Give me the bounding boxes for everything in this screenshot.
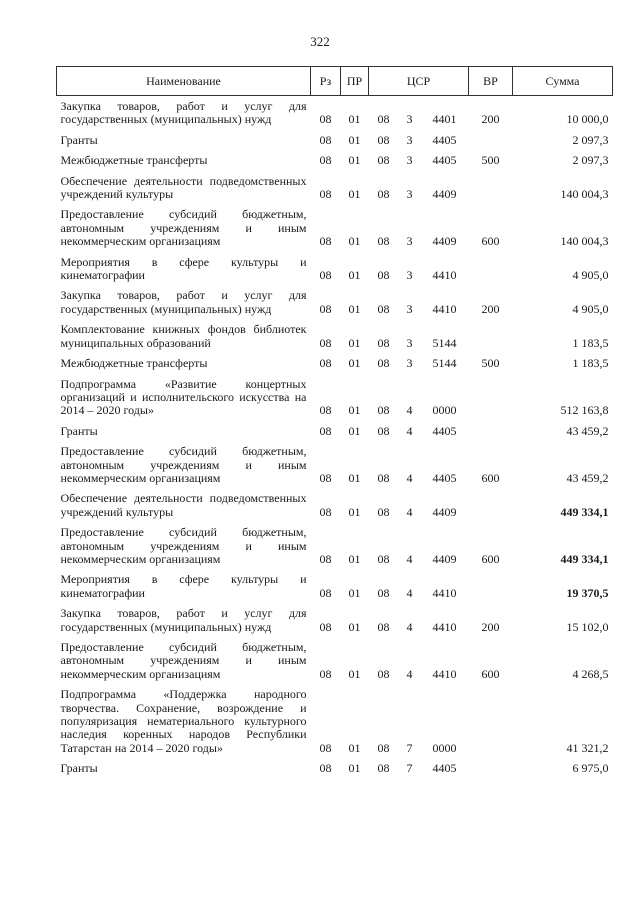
row-name-text: Гранты xyxy=(60,761,98,776)
row-sum: 2 097,3 xyxy=(572,132,609,147)
row-pr: 01 xyxy=(348,112,361,127)
row-vr: 600 xyxy=(481,666,500,681)
table-row xyxy=(57,374,613,421)
row-pr: 01 xyxy=(348,504,361,519)
row-name xyxy=(57,319,311,353)
row-rz: 08 xyxy=(319,504,332,519)
row-csr-code: 5144 xyxy=(432,335,457,350)
row-name xyxy=(57,130,311,150)
row-rz: 08 xyxy=(319,234,332,249)
row-vr xyxy=(469,130,513,150)
row-name xyxy=(57,684,311,758)
header-row xyxy=(57,67,613,96)
row-sum: 43 459,2 xyxy=(566,470,609,485)
table-row xyxy=(57,171,613,205)
row-name-text: Предоставление субсидий бюджетным, автономным учреждениям и иным некоммерческим организациям xyxy=(60,444,307,485)
row-csr-code: 4405 xyxy=(432,153,457,168)
row-name xyxy=(57,150,311,170)
header-rz: Рз xyxy=(311,67,341,96)
row-name-text: Гранты xyxy=(60,423,98,438)
row-name xyxy=(57,603,311,637)
row-rz: 08 xyxy=(319,585,332,600)
row-pr: 01 xyxy=(348,356,361,371)
row-sum: 10 000,0 xyxy=(566,112,609,127)
row-vr: 500 xyxy=(481,356,500,371)
row-sum: 41 321,2 xyxy=(566,740,609,755)
row-csr-code: 4409 xyxy=(432,187,457,202)
row-rz: 08 xyxy=(319,356,332,371)
row-name-text: Межбюджетные трансферты xyxy=(60,356,208,371)
row-csr-code: 4409 xyxy=(432,504,457,519)
row-csr-section: 08 xyxy=(377,301,390,316)
row-csr-program: 3 xyxy=(406,132,413,147)
row-rz: 08 xyxy=(319,153,332,168)
row-name-text: Закупка товаров, работ и услуг для государственных (муниципальных) нужд xyxy=(60,606,307,634)
row-csr-code: 0000 xyxy=(432,740,457,755)
row-csr-program: 3 xyxy=(406,335,413,350)
row-csr-program: 4 xyxy=(406,666,413,681)
row-csr-code: 5144 xyxy=(432,356,457,371)
row-csr-program: 7 xyxy=(406,761,413,776)
row-pr: 01 xyxy=(348,551,361,566)
row-name-text: Межбюджетные трансферты xyxy=(60,153,208,168)
row-name-text: Предоставление субсидий бюджетным, автономным учреждениям и иным некоммерческим организациям xyxy=(60,640,307,681)
row-vr: 200 xyxy=(481,619,500,634)
row-name-text: Гранты xyxy=(60,132,98,147)
row-csr-section: 08 xyxy=(377,423,390,438)
row-pr: 01 xyxy=(348,470,361,485)
row-name xyxy=(57,285,311,319)
row-csr-section: 08 xyxy=(377,112,390,127)
row-vr: 600 xyxy=(481,234,500,249)
row-name-text: Обеспечение деятельности подведомственных учреждений культуры xyxy=(60,173,307,202)
row-sum: 43 459,2 xyxy=(566,423,609,438)
row-rz: 08 xyxy=(319,335,332,350)
table-row xyxy=(57,569,613,603)
row-vr xyxy=(469,252,513,286)
row-sum: 1 183,5 xyxy=(572,335,609,350)
row-csr-code: 0000 xyxy=(432,403,457,418)
row-csr-code: 4401 xyxy=(432,112,457,127)
row-name xyxy=(57,252,311,286)
row-sum: 4 905,0 xyxy=(572,301,609,316)
row-name-text: Предоставление субсидий бюджетным, автономным учреждениям и иным некоммерческим организациям xyxy=(60,207,307,249)
row-rz: 08 xyxy=(319,551,332,566)
table-row xyxy=(57,96,613,130)
row-csr-section: 08 xyxy=(377,761,390,776)
row-vr xyxy=(469,758,513,778)
table-row xyxy=(57,637,613,684)
row-vr: 200 xyxy=(481,301,500,316)
row-vr: 500 xyxy=(481,153,500,168)
header-sum: Сумма xyxy=(513,67,613,96)
row-rz: 08 xyxy=(319,470,332,485)
row-csr-program: 4 xyxy=(406,585,413,600)
row-csr-section: 08 xyxy=(377,153,390,168)
table-row xyxy=(57,758,613,778)
row-csr-program: 4 xyxy=(406,423,413,438)
row-csr-section: 08 xyxy=(377,403,390,418)
row-name xyxy=(57,171,311,205)
header-vr: ВР xyxy=(469,67,513,96)
row-sum: 449 334,1 xyxy=(560,551,609,566)
row-csr-section: 08 xyxy=(377,740,390,755)
row-pr: 01 xyxy=(348,761,361,776)
row-vr: 200 xyxy=(481,112,500,127)
row-csr-section: 08 xyxy=(377,585,390,600)
row-name-text: Подпрограмма «Поддержка народного творчества. Сохранение, возрождение и популяризация нематериального культурного наследия коренных народов Республики Татарстан на 2014 – 2020 годы» xyxy=(60,687,307,755)
row-pr: 01 xyxy=(348,187,361,202)
row-name xyxy=(57,204,311,251)
row-vr xyxy=(469,171,513,205)
row-rz: 08 xyxy=(319,112,332,127)
row-vr: 600 xyxy=(481,551,500,566)
row-rz: 08 xyxy=(319,187,332,202)
row-name xyxy=(57,488,311,522)
row-csr-section: 08 xyxy=(377,335,390,350)
table-row xyxy=(57,204,613,251)
row-sum: 1 183,5 xyxy=(572,356,609,371)
row-pr: 01 xyxy=(348,403,361,418)
row-csr-program: 4 xyxy=(406,403,413,418)
row-vr xyxy=(469,421,513,441)
row-name xyxy=(57,522,311,569)
row-name xyxy=(57,637,311,684)
row-pr: 01 xyxy=(348,153,361,168)
row-vr xyxy=(469,374,513,421)
row-csr-program: 3 xyxy=(406,234,413,249)
row-csr-section: 08 xyxy=(377,619,390,634)
row-csr-code: 4410 xyxy=(432,268,457,283)
row-sum: 15 102,0 xyxy=(566,619,609,634)
row-name xyxy=(57,758,311,778)
row-csr-program: 4 xyxy=(406,551,413,566)
row-rz: 08 xyxy=(319,761,332,776)
row-pr: 01 xyxy=(348,423,361,438)
row-sum: 4 905,0 xyxy=(572,268,609,283)
row-csr-section: 08 xyxy=(377,470,390,485)
row-sum: 512 163,8 xyxy=(560,403,609,418)
row-csr-program: 4 xyxy=(406,619,413,634)
row-name xyxy=(57,96,311,130)
table-row xyxy=(57,421,613,441)
row-sum: 449 334,1 xyxy=(560,504,609,519)
row-rz: 08 xyxy=(319,301,332,316)
row-sum: 2 097,3 xyxy=(572,153,609,168)
row-csr-section: 08 xyxy=(377,132,390,147)
row-rz: 08 xyxy=(319,619,332,634)
row-name xyxy=(57,421,311,441)
table-row xyxy=(57,603,613,637)
row-csr-program: 7 xyxy=(406,740,413,755)
row-vr xyxy=(469,319,513,353)
budget-table xyxy=(56,66,613,779)
row-csr-section: 08 xyxy=(377,551,390,566)
row-csr-program: 4 xyxy=(406,470,413,485)
row-csr-program: 3 xyxy=(406,112,413,127)
header-name: Наименование xyxy=(57,67,311,96)
row-csr-section: 08 xyxy=(377,268,390,283)
row-rz: 08 xyxy=(319,403,332,418)
row-csr-section: 08 xyxy=(377,666,390,681)
table-row xyxy=(57,353,613,373)
table-row xyxy=(57,130,613,150)
row-name-text: Подпрограмма «Развитие концертных организаций и исполнительского искусства на 2014 – 2020 годы» xyxy=(60,376,307,418)
row-sum: 4 268,5 xyxy=(572,666,609,681)
row-csr-code: 4410 xyxy=(432,585,457,600)
row-csr-program: 3 xyxy=(406,301,413,316)
page-number: 322 xyxy=(310,34,330,49)
row-name xyxy=(57,441,311,488)
row-csr-code: 4410 xyxy=(432,619,457,634)
row-rz: 08 xyxy=(319,666,332,681)
row-pr: 01 xyxy=(348,234,361,249)
row-vr: 600 xyxy=(481,470,500,485)
table-row xyxy=(57,285,613,319)
row-name-text: Предоставление субсидий бюджетным, автономным учреждениям и иным некоммерческим организациям xyxy=(60,525,307,566)
row-name-text: Закупка товаров, работ и услуг для государственных (муниципальных) нужд xyxy=(60,288,307,316)
row-vr xyxy=(469,684,513,758)
table-row xyxy=(57,684,613,758)
row-rz: 08 xyxy=(319,132,332,147)
row-pr: 01 xyxy=(348,585,361,600)
row-csr-program: 3 xyxy=(406,153,413,168)
row-csr-section: 08 xyxy=(377,504,390,519)
row-name xyxy=(57,353,311,373)
table-row xyxy=(57,441,613,488)
row-name-text: Обеспечение деятельности подведомственных учреждений культуры xyxy=(60,491,307,519)
row-csr-section: 08 xyxy=(377,187,390,202)
row-csr-code: 4405 xyxy=(432,132,457,147)
row-sum: 19 370,5 xyxy=(566,585,609,600)
row-csr-code: 4410 xyxy=(432,301,457,316)
row-sum: 6 975,0 xyxy=(572,761,609,776)
row-pr: 01 xyxy=(348,301,361,316)
row-sum: 140 004,3 xyxy=(560,187,609,202)
row-vr xyxy=(469,569,513,603)
row-pr: 01 xyxy=(348,132,361,147)
row-pr: 01 xyxy=(348,666,361,681)
row-rz: 08 xyxy=(319,268,332,283)
table-row xyxy=(57,319,613,353)
row-rz: 08 xyxy=(319,740,332,755)
row-csr-code: 4410 xyxy=(432,666,457,681)
header-pr: ПР xyxy=(341,67,369,96)
row-csr-program: 4 xyxy=(406,504,413,519)
row-csr-code: 4405 xyxy=(432,423,457,438)
row-pr: 01 xyxy=(348,619,361,634)
row-name-text: Комплектование книжных фондов библиотек муниципальных образований xyxy=(60,322,307,350)
row-pr: 01 xyxy=(348,268,361,283)
header-csr: ЦСР xyxy=(369,67,469,96)
row-name-text: Мероприятия в сфере культуры и кинематографии xyxy=(60,572,307,600)
table-row xyxy=(57,150,613,170)
row-csr-section: 08 xyxy=(377,234,390,249)
row-sum: 140 004,3 xyxy=(560,234,609,249)
table-row xyxy=(57,488,613,522)
row-csr-code: 4409 xyxy=(432,551,457,566)
row-name xyxy=(57,374,311,421)
row-csr-code: 4405 xyxy=(432,470,457,485)
row-csr-program: 3 xyxy=(406,356,413,371)
row-csr-program: 3 xyxy=(406,268,413,283)
row-csr-section: 08 xyxy=(377,356,390,371)
row-csr-code: 4409 xyxy=(432,234,457,249)
table-row xyxy=(57,522,613,569)
row-csr-code: 4405 xyxy=(432,761,457,776)
table-row xyxy=(57,252,613,286)
row-name-text: Закупка товаров, работ и услуг для государственных (муниципальных) нужд xyxy=(60,99,307,127)
row-csr-program: 3 xyxy=(406,187,413,202)
row-name xyxy=(57,569,311,603)
row-pr: 01 xyxy=(348,740,361,755)
row-pr: 01 xyxy=(348,335,361,350)
row-vr xyxy=(469,488,513,522)
row-rz: 08 xyxy=(319,423,332,438)
row-name-text: Мероприятия в сфере культуры и кинематографии xyxy=(60,254,307,283)
